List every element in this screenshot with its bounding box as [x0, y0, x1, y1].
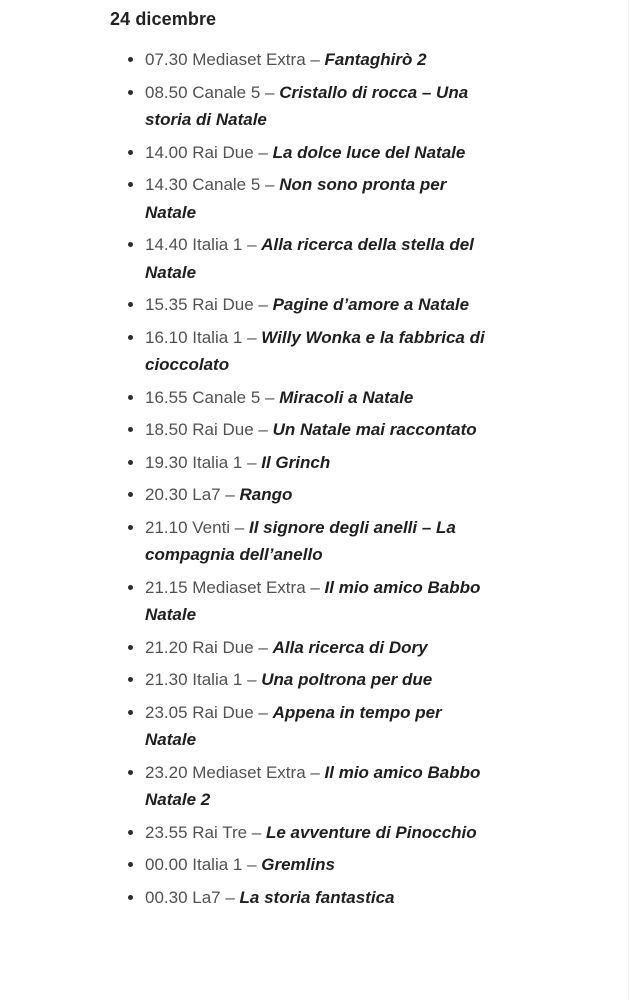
schedule-item — [145, 884, 497, 912]
schedule-item — [145, 514, 497, 569]
schedule-item — [145, 324, 497, 379]
program-title: Alla ricerca di Dory — [272, 637, 428, 657]
page-right-border — [628, 0, 629, 1000]
schedule-item — [145, 449, 497, 477]
program-time-channel: 16.55 Canale 5 – — [145, 387, 280, 407]
schedule-item — [145, 759, 497, 814]
schedule-item — [145, 699, 497, 754]
schedule-item — [145, 291, 497, 319]
schedule-item — [145, 231, 497, 286]
schedule-item — [145, 851, 497, 879]
schedule-item — [145, 574, 497, 629]
program-title: Miracoli a Natale — [279, 387, 414, 407]
schedule-item — [145, 384, 497, 412]
program-time-channel: 08.50 Canale 5 – — [145, 82, 280, 102]
program-title: Willy Wonka e la fabbrica di cioccolato — [145, 327, 485, 374]
program-title: La storia fantastica — [239, 887, 395, 907]
program-title: Il Grinch — [261, 452, 331, 472]
program-time-channel: 14.40 Italia 1 – — [145, 235, 262, 254]
schedule-item — [145, 416, 497, 444]
program-time-channel: 15.35 Rai Due – — [145, 295, 273, 314]
program-title: Cristallo di rocca – Una storia di Natale — [145, 82, 469, 129]
program-title: Il mio amico Babbo Natale 2 — [145, 762, 481, 809]
program-title: Il mio amico Babbo Natale — [145, 577, 481, 624]
program-title: Rango — [239, 485, 293, 504]
program-time-channel: 21.20 Rai Due – — [145, 637, 273, 657]
schedule-item — [145, 79, 497, 134]
program-title: Fantaghirò 2 — [324, 50, 427, 69]
program-time-channel: 00.30 La7 – — [145, 887, 240, 907]
program-time-channel: 18.50 Rai Due – — [145, 420, 273, 439]
schedule-item — [145, 139, 497, 167]
program-time-channel: 23.20 Mediaset Extra – — [145, 762, 325, 782]
program-time-channel: 21.15 Mediaset Extra – — [145, 577, 325, 597]
program-title: Non sono pronta per Natale — [145, 175, 447, 222]
program-time-channel: 23.05 Rai Due – — [145, 702, 273, 722]
program-time-channel: 20.30 La7 – — [145, 485, 240, 504]
program-title: Un Natale mai raccontato — [272, 420, 477, 439]
program-time-channel: 07.30 Mediaset Extra – — [145, 50, 325, 69]
program-title: Pagine d’amore a Natale — [272, 295, 470, 314]
program-title: Il signore degli anelli – La compagnia dell’anello — [145, 517, 456, 564]
schedule-item — [145, 46, 497, 74]
program-time-channel: 23.55 Rai Tre – — [145, 822, 266, 842]
schedule-item — [145, 666, 497, 694]
schedule-item — [145, 819, 497, 847]
program-title: Gremlins — [261, 855, 335, 874]
program-title: Alla ricerca della stella del Natale — [145, 235, 474, 282]
program-title: Le avventure di Pinocchio — [265, 822, 477, 842]
schedule-item — [145, 634, 497, 662]
program-time-channel: 14.30 Canale 5 – — [145, 175, 280, 194]
program-title: La dolce luce del Natale — [272, 142, 466, 162]
program-time-channel: 00.00 Italia 1 – — [145, 855, 262, 874]
program-time-channel: 14.00 Rai Due – — [145, 142, 273, 162]
program-title: Appena in tempo per Natale — [145, 702, 442, 749]
program-time-channel: 19.30 Italia 1 – — [145, 452, 262, 472]
program-time-channel: 21.10 Venti – — [145, 517, 249, 537]
program-title: Una poltrona per due — [261, 670, 433, 689]
schedule-item — [145, 171, 497, 226]
schedule-item — [145, 481, 497, 509]
date-heading: 24 dicembre — [110, 9, 217, 29]
schedule-list — [110, 46, 497, 911]
program-time-channel: 16.10 Italia 1 – — [145, 327, 262, 347]
program-time-channel: 21.30 Italia 1 – — [145, 670, 262, 689]
